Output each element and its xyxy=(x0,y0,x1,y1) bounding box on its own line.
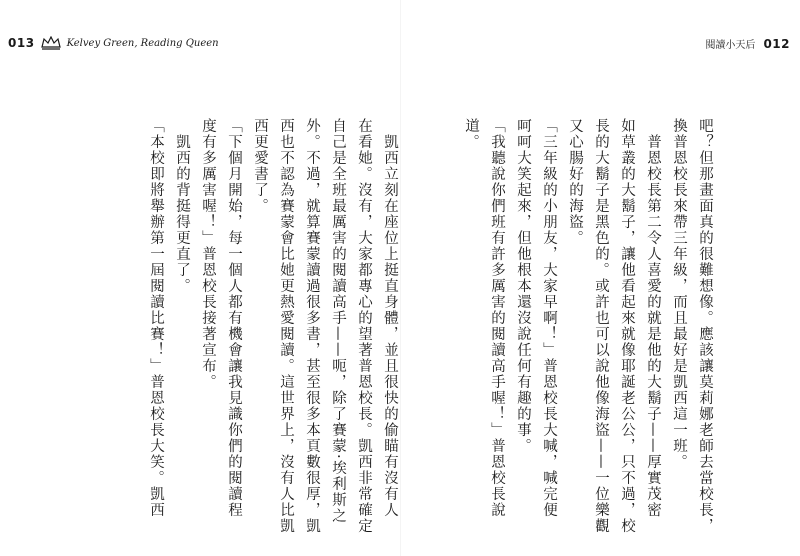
text-column: 又心腸好的海盜。 xyxy=(567,118,583,246)
text-column: 凱西立刻在座位上挺直身體，並且很快的偷瞄有沒有人 xyxy=(382,118,398,518)
right-page-body xyxy=(455,118,715,534)
right-running-header xyxy=(705,36,790,51)
left-running-header xyxy=(8,36,219,50)
left-page-body xyxy=(148,118,400,534)
left-page-number: 013 xyxy=(8,36,35,50)
text-column: 吧？但那畫面真的很難想像。應該讓莫莉娜老師去當校長， xyxy=(697,118,713,534)
right-page-columns xyxy=(461,118,715,534)
text-column: 度有多厲害喔！」普恩校長接著宣布。 xyxy=(200,118,216,390)
text-column: 如草叢的大鬍子，讓他看起來就像耶誕老公公，只不過，校 xyxy=(619,118,635,534)
text-column: 凱西的背挺得更直了。 xyxy=(174,118,190,294)
book-title: 閱讀小天后 xyxy=(705,40,756,51)
text-column: 「本校即將舉辦第一屆閱讀比賽！」普恩校長大笑。凱西 xyxy=(148,118,164,518)
text-column: 「三年級的小朋友，大家早啊！」普恩校長大喊，喊完便 xyxy=(541,118,557,518)
left-page-columns xyxy=(146,118,400,534)
series-title: Kelvey Green, Reading Queen xyxy=(66,37,219,49)
crown-icon xyxy=(41,36,61,50)
text-column: 外。不過，就算賽蒙讀過很多書，甚至很多本頁數很厚，凱 xyxy=(304,118,320,534)
text-column: 在看她。沒有，大家都專心的望著普恩校長。凱西非常確定 xyxy=(356,118,372,534)
book-gutter xyxy=(400,0,401,556)
text-column: 西更愛書了。 xyxy=(252,118,268,214)
text-column: 道。 xyxy=(463,118,479,150)
text-column: 普恩校長第二令人喜愛的就是他的大鬍子——厚實茂密 xyxy=(645,118,661,518)
text-column: 呵呵大笑起來，但他根本還沒說任何有趣的事。 xyxy=(515,118,531,454)
text-column: 換普恩校長來帶三年級，而且最好是凱西這一班。 xyxy=(671,118,687,470)
right-page-number: 012 xyxy=(763,36,790,51)
text-column: 長的大鬍子是黑色的。或許也可以說他像海盜——一位樂觀 xyxy=(593,118,609,534)
text-column: 西也不認為賽蒙會比她更熱愛閱讀。這世界上，沒有人比凱 xyxy=(278,118,294,534)
text-column: 自己是全班最厲害的閱讀高手——呃，除了賽蒙·埃利斯之 xyxy=(330,118,346,525)
text-column: 「我聽說你們班有許多厲害的閱讀高手喔！」普恩校長說 xyxy=(489,118,505,518)
text-column: 「下個月開始，每一個人都有機會讓我見識你們的閱讀程 xyxy=(226,118,242,518)
